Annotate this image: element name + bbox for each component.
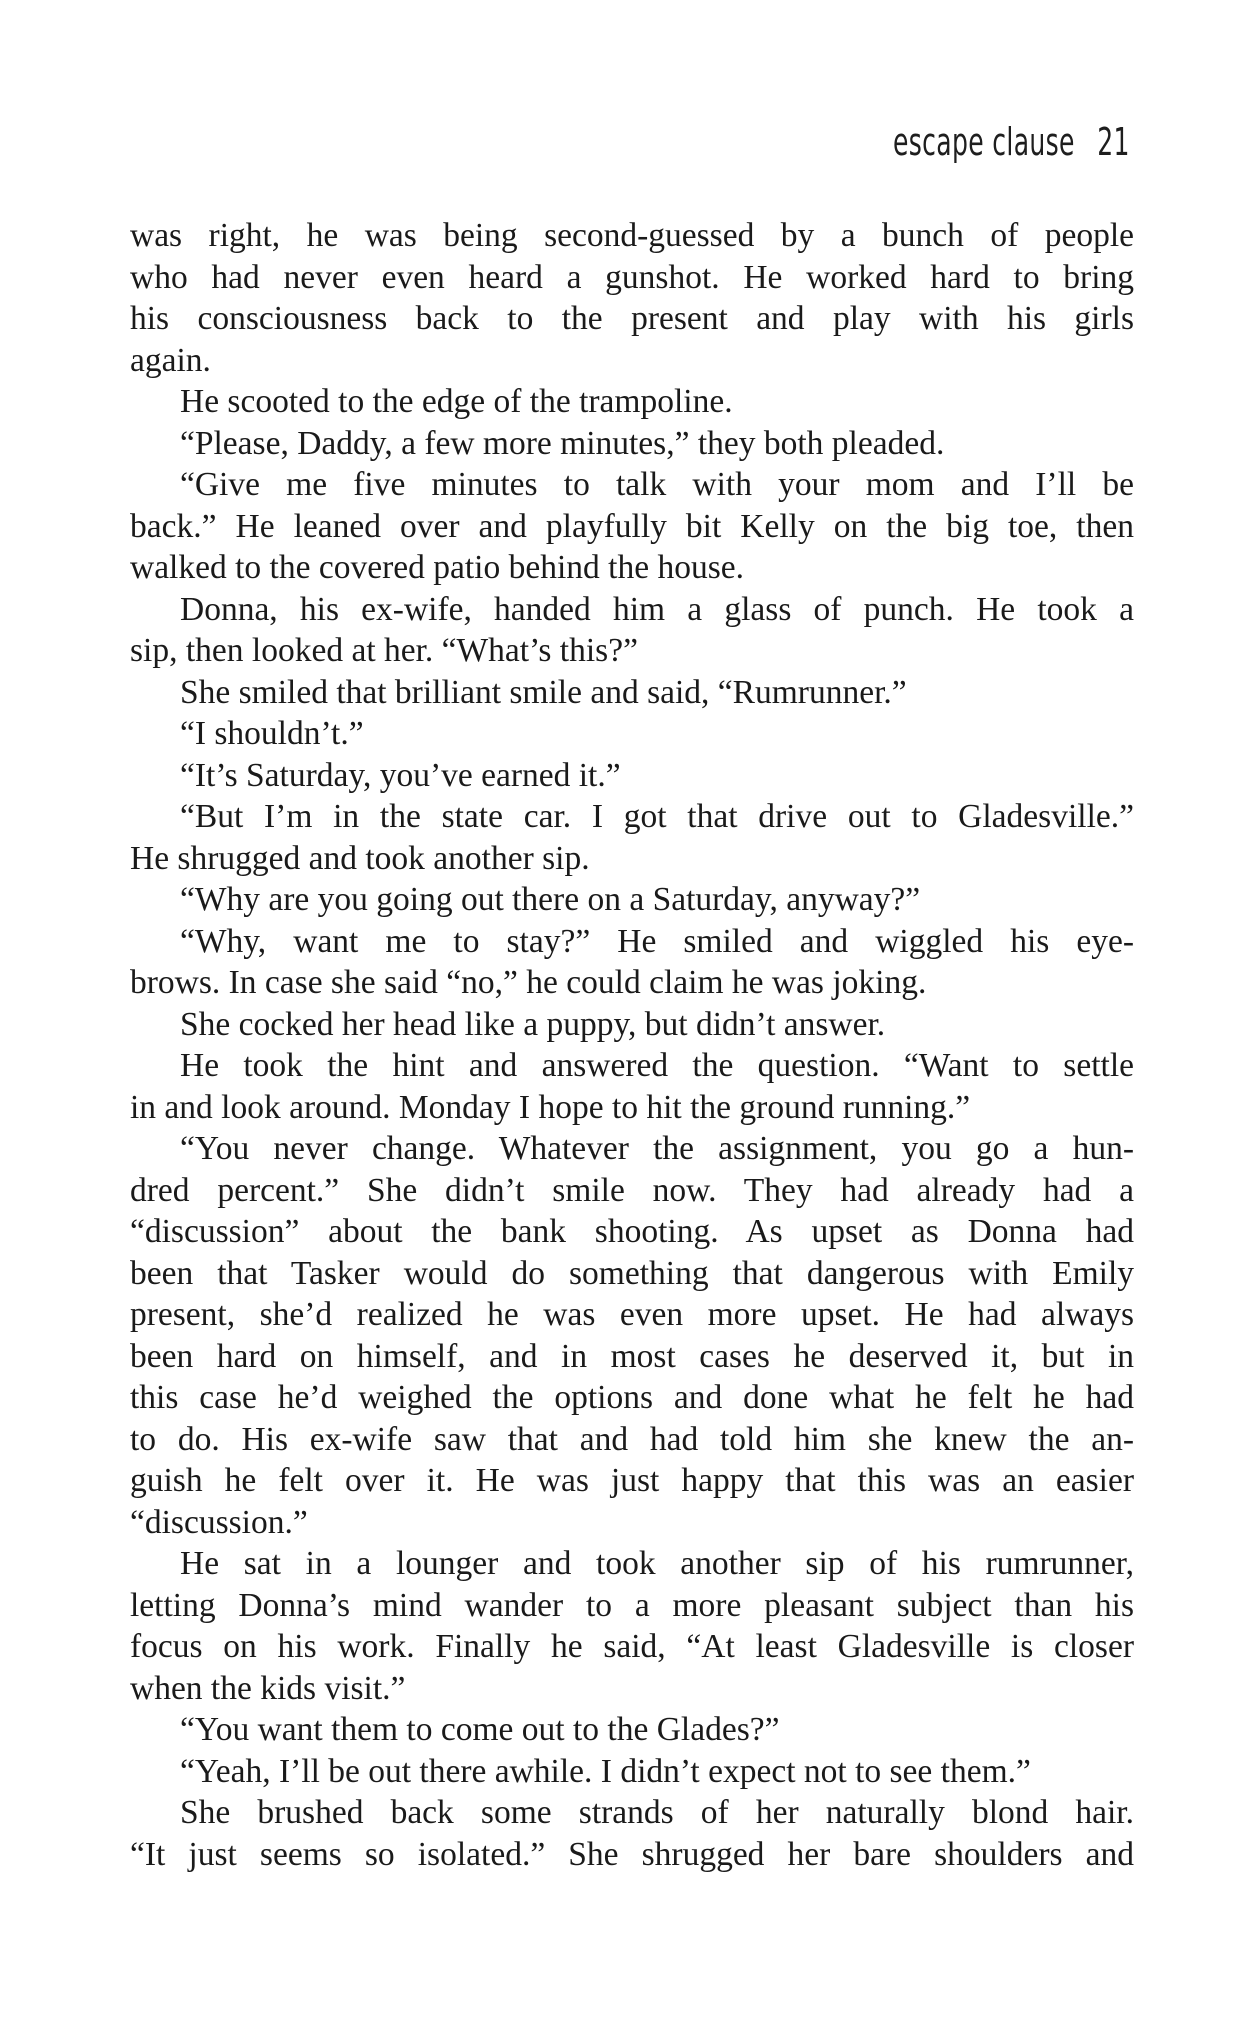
text-line: guish he felt over it. He was just happy that this was an easier [130,1462,1134,1499]
text-line: He took the hint and answered the question. “Want to settle [180,1047,1134,1084]
text-line: “You want them to come out to the Glades?” [180,1711,780,1748]
text-line: “discussion.” [130,1503,308,1541]
text-line: back.” He leaned over and playfully bit Kelly on the big toe, then [130,507,1134,545]
text-line: “Why are you going out there on a Saturday, anyway?” [180,881,921,918]
text-line: who had never even heard a gunshot. He worked hard to bring [130,258,1134,296]
text-line: letting Donna’s mind wander to a more pleasant subject than his [130,1586,1134,1624]
text-line: in and look around. Monday I hope to hit the ground running.” [130,1088,971,1126]
text-line: “Give me five minutes to talk with your mom and I’ll be [180,466,1134,503]
text-line: when the kids visit.” [130,1669,406,1707]
text-line: been hard on himself, and in most cases he deserved it, but in [130,1337,1134,1375]
page-number: 21 [1097,120,1130,164]
text-line: He sat in a lounger and took another sip of his rumrunner, [180,1545,1134,1582]
text-line: dred percent.” She didn’t smile now. They had already had a [130,1171,1134,1209]
text-line: She cocked her head like a puppy, but didn’t answer. [180,1005,886,1043]
text-line: “It just seems so isolated.” She shrugged her bare shoulders and [130,1835,1134,1873]
text-line: He scooted to the edge of the trampoline. [180,383,733,420]
text-line: “Yeah, I’ll be out there awhile. I didn’t expect not to see them.” [180,1752,1031,1790]
text-line: He shrugged and took another sip. [130,839,590,877]
text-line: been that Tasker would do something that dangerous with Emily [130,1254,1134,1292]
text-line: “You never change. Whatever the assignment, you go a hun- [180,1130,1134,1167]
text-line: She brushed back some strands of her naturally blond hair. [180,1794,1134,1831]
text-line: again. [130,341,211,379]
text-line: sip, then looked at her. “What’s this?” [130,632,638,669]
text-line: “It’s Saturday, you’ve earned it.” [180,756,621,794]
running-head [893,120,1130,164]
text-line: present, she’d realized he was even more upset. He had always [130,1296,1134,1333]
body-text [130,215,1134,1875]
text-line: walked to the covered patio behind the house. [130,549,744,586]
text-line: “discussion” about the bank shooting. As upset as Donna had [130,1213,1134,1250]
text-line: this case he’d weighed the options and done what he felt he had [130,1379,1134,1416]
text-line: focus on his work. Finally he said, “At least Gladesville is closer [130,1628,1134,1665]
text-line: to do. His ex-wife saw that and had told him she knew the an- [130,1420,1134,1458]
text-line: brows. In case she said “no,” he could claim he was joking. [130,964,927,1001]
text-line: was right, he was being second-guessed by a bunch of people [130,217,1134,254]
text-line: “I shouldn’t.” [180,715,364,752]
text-line: “Why, want me to stay?” He smiled and wiggled his eye- [180,922,1134,960]
text-line: Donna, his ex-wife, handed him a glass of punch. He took a [180,590,1134,628]
running-head-title: escape clause [893,120,1075,164]
text-line: his consciousness back to the present and play with his girls [130,300,1134,337]
text-line: “Please, Daddy, a few more minutes,” they both pleaded. [180,424,945,462]
text-line: “But I’m in the state car. I got that drive out to Gladesville.” [180,798,1134,835]
text-line: She smiled that brilliant smile and said, “Rumrunner.” [180,673,907,711]
